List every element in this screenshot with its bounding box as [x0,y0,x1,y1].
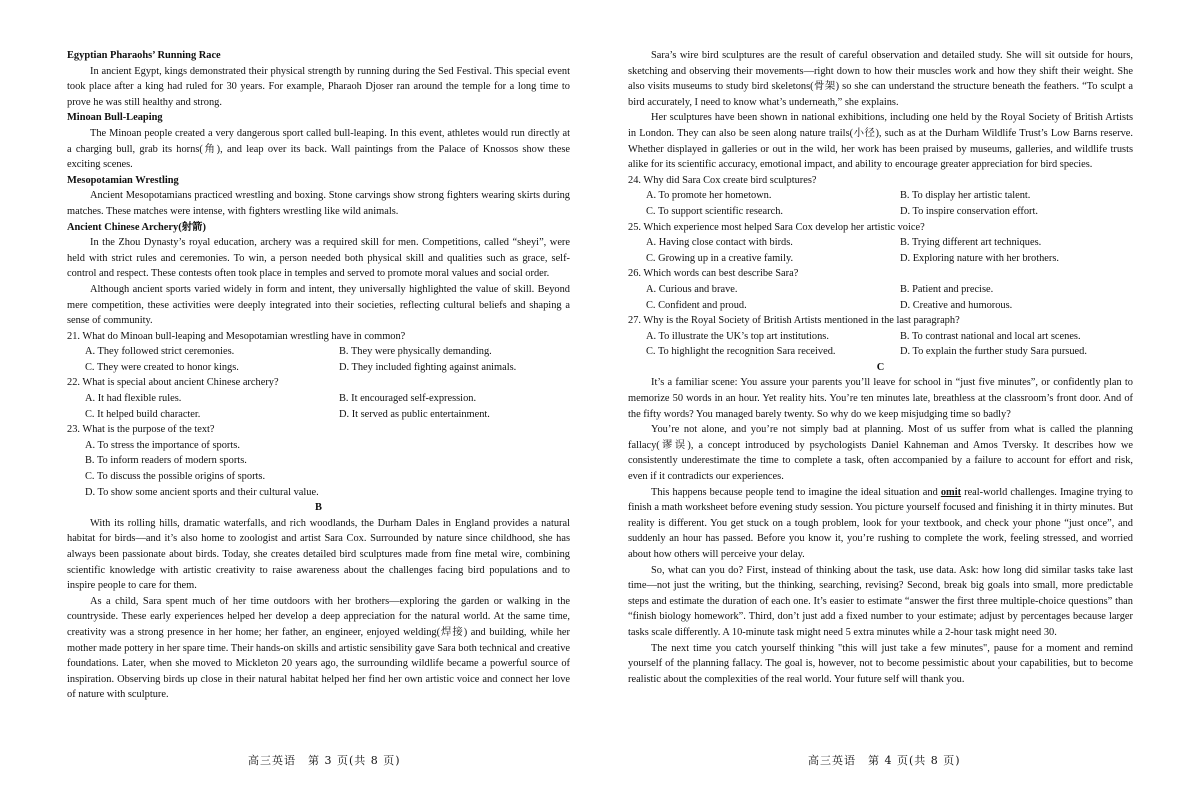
paragraph: Sara’s wire bird sculptures are the result of careful observation and detailed study. She will sit outside for hours, sketching and observing their movements—right down to how their muscles work and how they shift their weight. She also visits museums to study bird skeletons(骨架) so she can understand the structure beneath the feathers. “To sculpt a bird accurately, I need to know what’s underneath,” she explains. [628,50,1133,108]
question-23-options [67,438,570,500]
option-a: A. Curious and brave. [646,283,738,295]
text-run: real-world challenges. Imagine trying to finish a math worksheet before evening study session. You picture yourself focused and finishing it in thirty minutes. But reality is different. You get stuck on a tough problem, look for your textbook, and check your phone “just once”, and suddenly an hour has passed. Before you know it, you’re rushing to complete the work, feeling stressed, and worried about how others will perceive your delay. [628,486,1133,560]
paragraph: Her sculptures have been shown in national exhibitions, including one held by the Royal Society of British Artists in London. They can also be seen along nature trails(小径), such as at the Durham Wildlife Trust’s Low Barns reserve. Whether displayed in galleries or out in the wild, her work has been praised by museums, galleries, and wildlife trusts alike for its scientific accuracy, emotional impact, and ability to encourage greater appreciation for bird species. [628,112,1133,171]
option-d: D. To explain the further study Sara pursued. [900,346,1087,358]
option-c: C. To highlight the recognition Sara received. [646,346,836,358]
paragraph: In ancient Egypt, kings demonstrated their physical strength by running during the Sed Festival. This special event took place after a king had ruled for 30 years. For example, Pharaoh Djoser ran around the temple for a long time to prove he was still healthy and strong. [67,65,570,108]
option-a: A. To promote her hometown. [646,190,772,202]
heading-minoan: Minoan Bull-Leaping [67,112,163,124]
option-b: B. To contrast national and local art scenes. [900,330,1081,342]
heading-chinese-archery: Ancient Chinese Archery(射箭) [67,221,206,233]
paragraph [628,485,1133,563]
question-26: 26. Which words can best describe Sara? [628,268,799,280]
paragraph: The next time you catch yourself thinking "this will just take a few minutes", pause for a moment and remind yourself of the planning fallacy. The goal is, however, not to become pessimistic about your capabilities, but to become realistic about the complexities of the real world. Your future self will thank you. [628,642,1133,685]
option-d: D. Creative and humorous. [900,299,1013,311]
option-d: D. To show some ancient sports and their cultural value. [85,486,319,498]
question-23: 23. What is the purpose of the text? [67,424,215,436]
paragraph: As a child, Sara spent much of her time outdoors with her brothers—exploring the garden or walking in the countryside. These early experiences helped her develop a deep appreciation for the natural world. At the same time, creativity was a strong presence in her home; her father, an engineer, enjoyed welding(焊接) and building, while her mother made pottery in her spare time. Their hands-on skills and artistic sensibility gave Sara both technical and creative foundations. Later, when she moved to Mickleton 20 years ago, the surrounding wildlife became a powerful source of inspiration. Observing birds up close in their natural habitat helped her find her own artistic voice and connect her love of nature with sculpture. [67,595,570,701]
question-21: 21. What do Minoan bull-leaping and Mesopotamian wrestling have in common? [67,330,406,342]
option-b: B. To inform readers of modern sports. [85,455,247,467]
question-27-options [628,329,1133,360]
option-c: C. It helped build character. [85,408,201,420]
paragraph: So, what can you do? First, instead of thinking about the task, use data. Ask: how long did similar tasks take last time—not just the writing, but the thinking, searching, revising? Second, break big goals into small, more predictable steps and estimate the duration of each one. It’s easier to estimate “answer the first three multiple-choice questions” than “finish biology homework”. Third, don’t just add a fixed number to your estimate; adjust by percentages because larger tasks scale differently. A 10-minute task might need 5 extra minutes while a 2-hour task might need 30. [628,564,1133,638]
option-a: A. They followed strict ceremonies. [85,346,235,358]
question-25: 25. Which experience most helped Sara Cox develop her artistic voice? [628,221,925,233]
option-a: A. Having close contact with birds. [646,237,793,249]
section-b-heading: B [315,502,322,514]
option-b: B. They were physically demanding. [339,346,492,358]
paragraph: Although ancient sports varied widely in form and intent, they universally highlighted the value of skill. Beyond mere competition, these activities were deeply integrated into their societies, reflecting cultural beliefs and shaping a sense of community. [67,283,570,327]
option-d: D. It served as public entertainment. [339,408,490,420]
question-22: 22. What is special about ancient Chinese archery? [67,377,279,389]
question-24-options [628,188,1133,219]
underlined-word: omit [940,486,962,498]
option-d: D. Exploring nature with her brothers. [900,252,1059,264]
option-c: C. To support scientific research. [646,205,784,217]
page-footer-right: 高三英语 第 4 页(共 8 页) [808,754,961,767]
paragraph: With its rolling hills, dramatic waterfalls, and rich woodlands, the Durham Dales in England provides a natural habitat for birds—and it’s also home to zoologist and artist Sara Cox. Surrounded by nature since childhood, she has always been passionate about birds. Today, she creates detailed bird sculptures made from fine metal wire, combining scientific knowledge with artistic creativity to raise awareness about the challenges facing bird populations and to inspire people to care for them. [67,517,570,592]
paragraph: It’s a familiar scene: You assure your parents you’ll leave for school in “just five minutes”, or confidently plan to memorize 50 words in an hour. Yet reality hits. You’re ten minutes late, breathless at the classroom’s front door. And of the fifty words? You managed barely twenty. So why do we keep misjudging time so badly? [628,377,1133,420]
option-a: A. To stress the importance of sports. [85,439,240,451]
option-d: D. They included fighting against animals. [339,361,517,373]
option-c: C. They were created to honor kings. [85,361,239,373]
section-c-heading: C [876,361,885,373]
option-c: C. Growing up in a creative family. [646,252,794,264]
option-a: A. To illustrate the UK’s top art institutions. [646,330,829,342]
question-25-options [628,235,1133,266]
option-b: B. To display her artistic talent. [900,190,1031,202]
left-page-column [67,48,570,703]
right-page-column [628,48,1133,687]
paragraph: Ancient Mesopotamians practiced wrestling and boxing. Stone carvings show strong fighters wearing skirts during matches. These matches were intense, with fighters wrestling like wild animals. [67,190,570,217]
question-22-options [67,391,570,422]
option-b: B. Patient and precise. [900,283,994,295]
heading-mesopotamian: Mesopotamian Wrestling [67,174,179,186]
option-b: B. It encouraged self-expression. [339,393,477,405]
question-26-options [628,282,1133,313]
question-21-options [67,344,570,375]
option-d: D. To inspire conservation effort. [900,205,1038,217]
paragraph: The Minoan people created a very dangerous sport called bull-leaping. In this event, athletes would run directly at a charging bull, grab its horns(角), and leap over its back. Wall paintings from the Palace of Knossos show these exciting scenes. [67,127,570,171]
option-c: C. To discuss the possible origins of sports. [85,471,266,483]
text-run: This happens because people tend to imagine the ideal situation and [651,486,941,498]
option-c: C. Confident and proud. [646,299,747,311]
question-24: 24. Why did Sara Cox create bird sculptures? [628,174,817,186]
option-b: B. Trying different art techniques. [900,237,1042,249]
paragraph: You’re not alone, and you’re not simply bad at planning. Most of us suffer from what is called the planning fallacy(谬误), a concept introduced by psychologists Daniel Kahneman and Amos Tversky. It describes how we consistently underestimate the time to complete a task, often accompanied by a failure to account for effort and risk, even if it contradicts our experiences. [628,424,1133,483]
option-a: A. It had flexible rules. [85,393,182,405]
question-27: 27. Why is the Royal Society of British Artists mentioned in the last paragraph? [628,315,960,327]
heading-egyptian: Egyptian Pharaohs’ Running Race [67,50,221,61]
paragraph: In the Zhou Dynasty’s royal education, archery was a required skill for men. Competitions, called “sheyi”, were held with strict rules and ceremonies. To win, a person needed both physical skill and qualities such as grace, self-control and respect. These contests often took place in temples and served to promote moral values and social order. [67,237,570,280]
page-footer-left: 高三英语 第 3 页(共 8 页) [248,754,401,767]
